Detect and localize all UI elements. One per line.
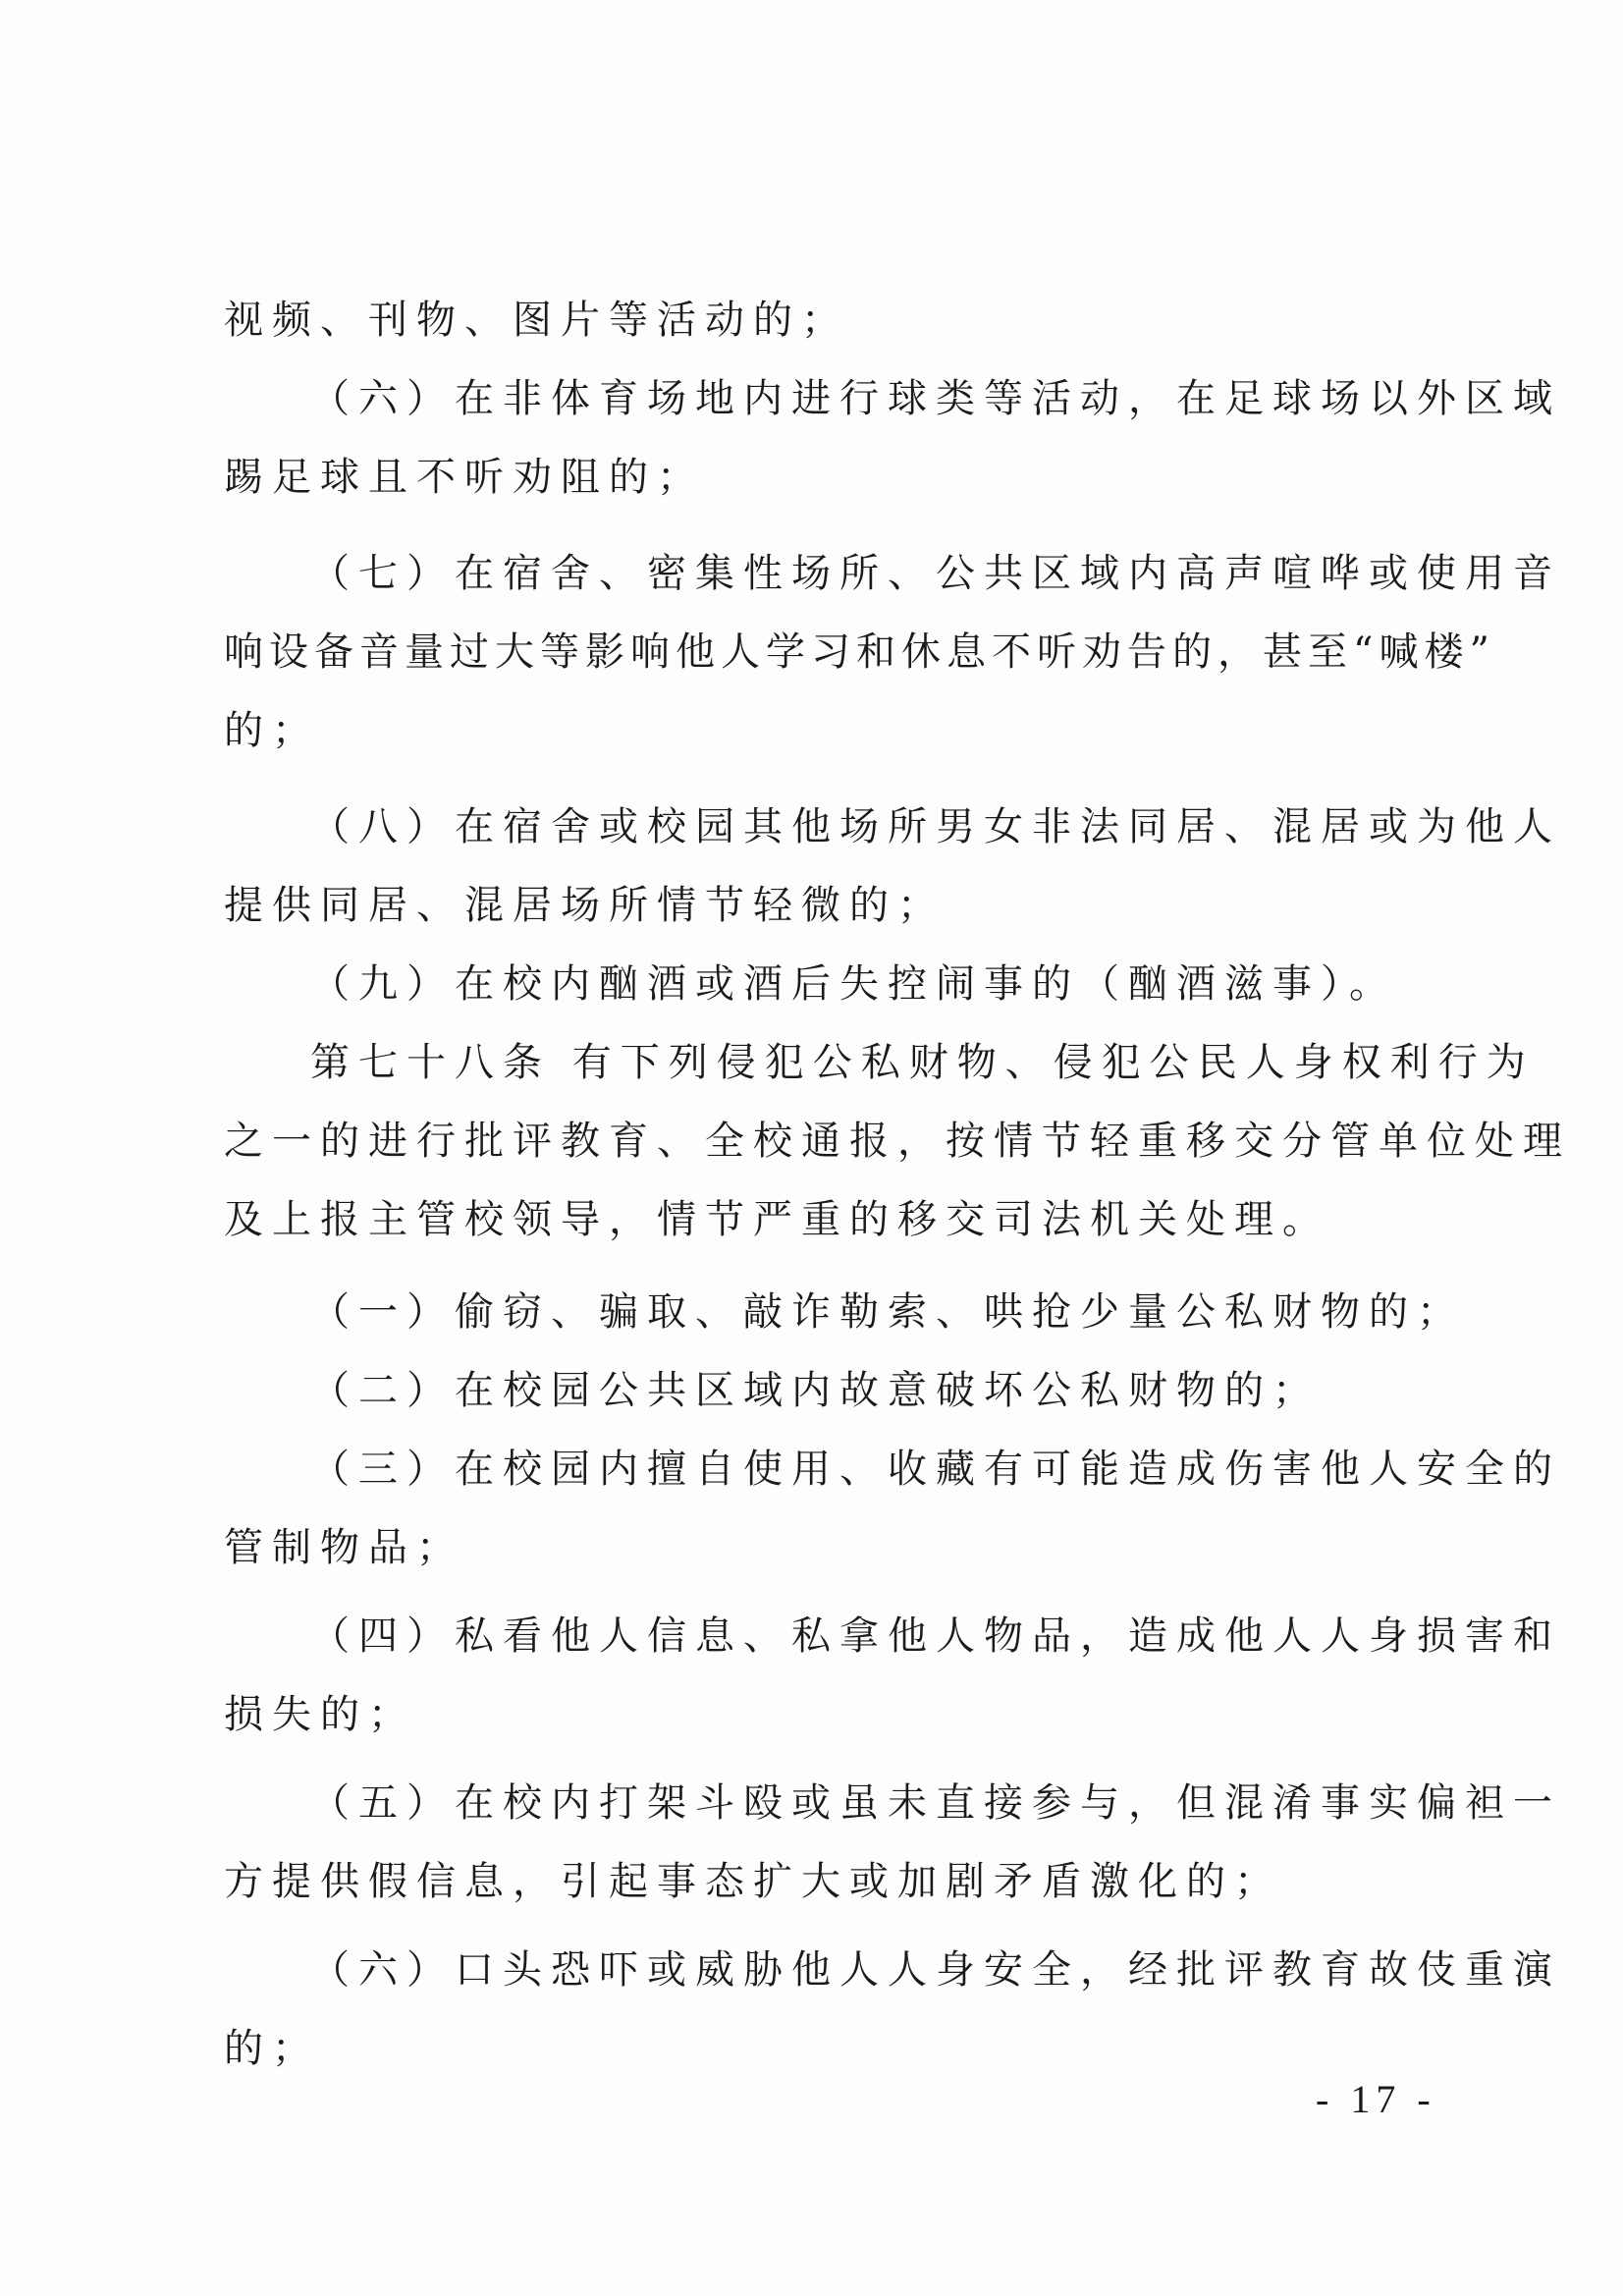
text-line: 方提供假信息，引起事态扩大或加剧矛盾激化的；	[224, 1859, 1282, 1904]
text-line: （七）在宿舍、密集性场所、公共区域内高声喧哗或使用音	[310, 551, 1561, 596]
text-line: （五）在校内打架斗殴或虽未直接参与，但混淆事实偏袒一	[310, 1780, 1561, 1826]
text-line: （九）在校内酗酒或酒后失控闹事的（酗酒滋事）。	[310, 961, 1397, 1007]
text-line: 视频、刊物、图片等活动的；	[224, 298, 849, 343]
text-line: 损失的；	[224, 1692, 416, 1737]
text-line: （三）在校园内擅自使用、收藏有可能造成伤害他人安全的	[310, 1447, 1561, 1492]
text-line: 及上报主管校领导，情节严重的移交司法机关处理。	[224, 1197, 1330, 1242]
text-line: 之一的进行批评教育、全校通报，按情节轻重移交分管单位处理	[224, 1119, 1571, 1164]
text-line: 踢足球且不听劝阻的；	[224, 455, 705, 500]
text-line: 的；	[224, 2026, 320, 2071]
text-line: 的；	[224, 708, 320, 753]
text-line: （六）口头恐吓或威胁他人人身安全，经批评教育故伎重演	[310, 1947, 1561, 1993]
text-line: 响设备音量过大等影响他人学习和休息不听劝告的，甚至“喊楼”	[224, 629, 1495, 675]
text-line: 管制物品；	[224, 1525, 464, 1570]
text-line: （六）在非体育场地内进行球类等活动，在足球场以外区域	[310, 376, 1561, 421]
text-line: （二）在校园公共区域内故意破坏公私财物的；	[310, 1368, 1321, 1413]
text-line: （四）私看他人信息、私拿他人物品，造成他人人身损害和	[310, 1613, 1561, 1659]
text-line: （八）在宿舍或校园其他场所男女非法同居、混居或为他人	[310, 804, 1561, 849]
text-line: （一）偷窃、骗取、敲诈勒索、哄抢少量公私财物的；	[310, 1289, 1465, 1335]
article-heading: 第七十八条 有下列侵犯公私财物、侵犯公民人身权利行为	[310, 1040, 1535, 1085]
text-line: 提供同居、混居场所情节轻微的；	[224, 883, 946, 928]
page-number: - 17 -	[1316, 2077, 1436, 2121]
